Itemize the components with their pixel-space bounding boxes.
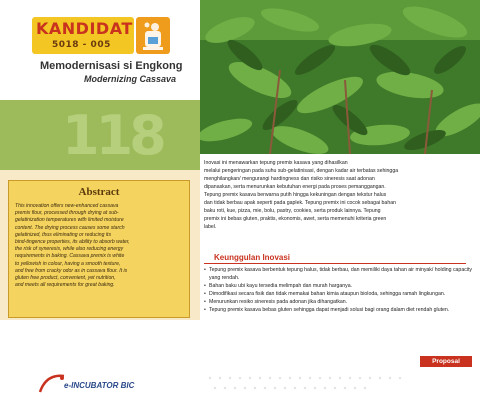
advantages-title: Keunggulan Inovasi (214, 253, 291, 262)
list-item: • Menurunkan resiko sineresis pada adonan jika dihangatkan. (204, 298, 472, 306)
advantages-divider (204, 263, 466, 264)
cassava-photo (200, 0, 480, 154)
page-subtitle: Modernizing Cassava (84, 74, 177, 84)
page-title: Memodernisasi si Engkong (40, 60, 183, 72)
list-item: • Tepung premix kasava bebas gluten sehingga dapat menjadi solusi bagi orang dalam diet rendah gluten. (204, 306, 472, 314)
badge-title: KANDIDAT (36, 19, 133, 38)
lab-flask-icon (136, 17, 170, 54)
abstract-text: This innovation offers new-enhanced cassava premix flour, processed through drying at sub- gelatinization temperatures with limited moisture content. The drying process causes some starch gelatinized, thus eliminating or reducing its bind-tingence properties, its ability to absorb water, the risk of syneresis, while also reducing energy requirements in baking. Cassava premix is white to yellowish in colour, having a smooth texture, and free from cracky odor as in cassava flour. It is gluten free product, convenient, yet nutrition, and meets all requirements for great baking. (15, 203, 130, 289)
footer-dot-pattern (200, 370, 480, 407)
badge-code: 5018 - 005 (52, 40, 111, 50)
intro-paragraph: Inovasi ini menawarkan tepung premix kasava yang dihasilkan melalui pengeringan pada suhu sub-gelatinisasi, dengan kadar air terbatas sehingga menghilangkan/ mengurangi hardingness dan risiko sineresis saat adonan dipanaskan, serta menurunkan kebutuhan energi pada proses pemanggangan. Tepung premix kasava berwarna putih hingga kekuningan dengan tekstur halus dan tidak berbau apak seperti pada gaplek. Tepung premix ini cocok sebagai bahan baku roti, kue, pizza, mie, bolu, pastry, cookies, serta produk lainnya. Tepung premix ini bebas gluten, praktis, ekonomis, awet, serta memenuhi kriteria green label. (204, 160, 399, 231)
advantages-list (204, 266, 472, 315)
caption-band (0, 100, 200, 170)
logo-text: e-INCUBATOR BIC (64, 381, 135, 390)
list-item: • Bahan baku ubi kayu tersedia melimpah dan murah harganya. (204, 282, 472, 290)
abstract-box (8, 180, 190, 318)
footer-left (0, 320, 200, 407)
abstract-title: Abstract (78, 186, 120, 198)
proposal-badge: Proposal (420, 356, 472, 367)
list-item: • Dimodifikasi secara fisik dan tidak memakai bahan kimia ataupun bioloda, sehingga ramah lingkungan. (204, 290, 472, 298)
band-decoration: 118 (62, 104, 163, 167)
list-item: • Tepung premix kasava berbentuk tepung halus, tidak berbau, dan memiliki daya tahan air minyak/ holding capacity yang rendah. (204, 266, 472, 282)
